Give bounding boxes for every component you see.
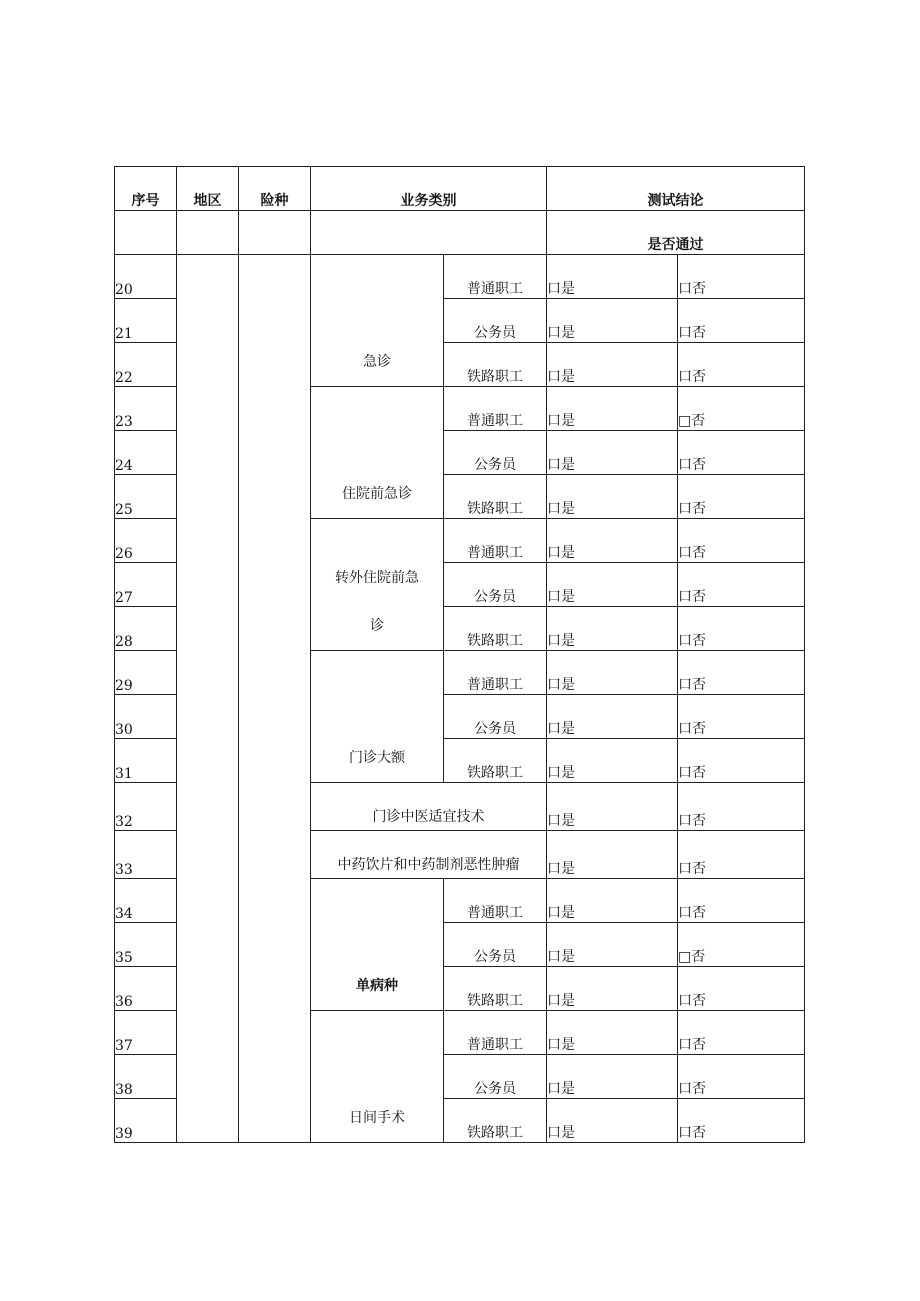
pass-no-option[interactable]: 口否 — [678, 1011, 805, 1055]
category-transfer-pre-admission-emergency — [311, 519, 444, 651]
pass-yes-option[interactable]: 口是 — [547, 1011, 678, 1055]
insurance-cell — [239, 255, 311, 1143]
pass-no-option[interactable]: 口否 — [678, 563, 805, 607]
subheader-empty-insurance — [239, 211, 311, 255]
row-seq: 35 — [115, 923, 177, 967]
row-sub-type: 公务员 — [444, 431, 547, 475]
subheader-row — [115, 211, 805, 255]
row-sub-type: 公务员 — [444, 299, 547, 343]
pass-no-option[interactable]: 口否 — [678, 1099, 805, 1143]
row-sub-type: 铁路职工 — [444, 967, 547, 1011]
pass-no-option[interactable]: 口否 — [678, 879, 805, 923]
pass-yes-option[interactable]: 口是 — [547, 923, 678, 967]
row-seq: 39 — [115, 1099, 177, 1143]
row-sub-type: 铁路职工 — [444, 739, 547, 783]
pass-yes-option[interactable]: 口是 — [547, 831, 678, 879]
category-pre-admission-emergency: 住院前急诊 — [311, 387, 444, 519]
category-outpatient-large: 门诊大额 — [311, 651, 444, 783]
region-cell — [177, 255, 239, 1143]
header-business: 业务类别 — [311, 167, 547, 211]
row-sub-type: 普通职工 — [444, 651, 547, 695]
pass-no-option[interactable]: 口否 — [678, 519, 805, 563]
subheader-empty-business — [311, 211, 547, 255]
test-result-table — [114, 166, 805, 1143]
pass-yes-option[interactable]: 口是 — [547, 563, 678, 607]
pass-yes-option[interactable]: 口是 — [547, 343, 678, 387]
category-line-2: 诊 — [370, 618, 384, 634]
pass-yes-option[interactable]: 口是 — [547, 607, 678, 651]
pass-yes-option[interactable]: 口是 — [547, 1099, 678, 1143]
row-sub-type: 铁路职工 — [444, 607, 547, 651]
row-seq: 37 — [115, 1011, 177, 1055]
pass-no-option[interactable]: 口否 — [678, 299, 805, 343]
pass-yes-option[interactable]: 口是 — [547, 255, 678, 299]
pass-yes-option[interactable]: 口是 — [547, 739, 678, 783]
row-seq: 33 — [115, 831, 177, 879]
category-emergency: 急诊 — [311, 255, 444, 387]
row-seq: 20 — [115, 255, 177, 299]
row-seq: 21 — [115, 299, 177, 343]
row-sub-type: 铁路职工 — [444, 1099, 547, 1143]
header-region: 地区 — [177, 167, 239, 211]
category-day-surgery: 日间手术 — [311, 1011, 444, 1143]
row-seq: 34 — [115, 879, 177, 923]
category-line-1: 转外住院前急 — [335, 570, 419, 586]
row-sub-type: 公务员 — [444, 695, 547, 739]
row-seq: 32 — [115, 783, 177, 831]
row-sub-type: 铁路职工 — [444, 343, 547, 387]
pass-yes-option[interactable]: 口是 — [547, 299, 678, 343]
pass-yes-option[interactable]: 口是 — [547, 967, 678, 1011]
row-sub-type: 公务员 — [444, 563, 547, 607]
row-seq: 29 — [115, 651, 177, 695]
row-seq: 25 — [115, 475, 177, 519]
row-seq: 23 — [115, 387, 177, 431]
pass-no-option[interactable]: 口否 — [678, 475, 805, 519]
pass-yes-option[interactable]: 口是 — [547, 1055, 678, 1099]
header-seq: 序号 — [115, 167, 177, 211]
pass-yes-option[interactable]: 口是 — [547, 387, 678, 431]
row-sub-type: 普通职工 — [444, 387, 547, 431]
row-sub-type: 公务员 — [444, 1055, 547, 1099]
row-seq: 36 — [115, 967, 177, 1011]
pass-no-option[interactable]: 口否 — [678, 967, 805, 1011]
subheader-empty-seq — [115, 211, 177, 255]
row-seq: 31 — [115, 739, 177, 783]
pass-no-option[interactable]: 口否 — [678, 695, 805, 739]
pass-yes-option[interactable]: 口是 — [547, 475, 678, 519]
pass-yes-option[interactable]: 口是 — [547, 783, 678, 831]
pass-no-option[interactable]: 口否 — [678, 1055, 805, 1099]
pass-yes-option[interactable]: 口是 — [547, 651, 678, 695]
pass-no-option[interactable]: 口否 — [678, 783, 805, 831]
row-seq: 38 — [115, 1055, 177, 1099]
row-seq: 27 — [115, 563, 177, 607]
category-single-disease: 单病种 — [311, 879, 444, 1011]
pass-yes-option[interactable]: 口是 — [547, 431, 678, 475]
table-row — [115, 255, 805, 299]
subheader-empty-region — [177, 211, 239, 255]
row-sub-type: 普通职工 — [444, 1011, 547, 1055]
row-sub-type: 普通职工 — [444, 255, 547, 299]
pass-no-option[interactable]: 口否 — [678, 255, 805, 299]
row-seq: 22 — [115, 343, 177, 387]
pass-no-option[interactable]: 口否 — [678, 607, 805, 651]
header-row — [115, 167, 805, 211]
row-sub-type: 普通职工 — [444, 519, 547, 563]
row-sub-type: 普通职工 — [444, 879, 547, 923]
row-seq: 30 — [115, 695, 177, 739]
pass-yes-option[interactable]: 口是 — [547, 695, 678, 739]
row-sub-type: 铁路职工 — [444, 475, 547, 519]
header-conclusion: 测试结论 — [547, 167, 805, 211]
header-insurance: 险种 — [239, 167, 311, 211]
pass-no-option[interactable]: 口否 — [678, 431, 805, 475]
pass-no-option[interactable]: 口否 — [678, 831, 805, 879]
pass-no-option[interactable]: □否 — [678, 923, 805, 967]
row-seq: 24 — [115, 431, 177, 475]
category-tcm-tumor: 中药饮片和中药制剂恶性肿瘤 — [311, 831, 547, 879]
row-seq: 26 — [115, 519, 177, 563]
pass-no-option[interactable]: 口否 — [678, 739, 805, 783]
pass-no-option[interactable]: □否 — [678, 387, 805, 431]
row-seq: 28 — [115, 607, 177, 651]
pass-no-option[interactable]: 口否 — [678, 651, 805, 695]
pass-yes-option[interactable]: 口是 — [547, 879, 678, 923]
header-passed: 是否通过 — [547, 211, 805, 255]
pass-no-option[interactable]: 口否 — [678, 343, 805, 387]
row-sub-type: 公务员 — [444, 923, 547, 967]
category-tcm-technology: 门诊中医适宜技术 — [311, 783, 547, 831]
pass-yes-option[interactable]: 口是 — [547, 519, 678, 563]
